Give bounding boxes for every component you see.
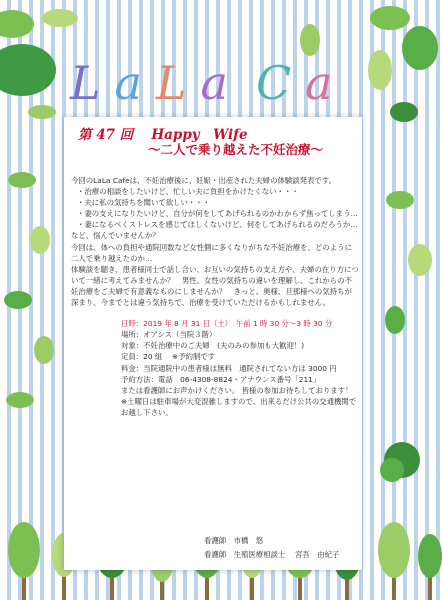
clover-icon xyxy=(380,458,404,482)
leaf-icon xyxy=(390,102,418,122)
tree-icon xyxy=(8,522,40,578)
bullet-item: ・治療の相談をしたいけど、忙しい夫に負担をかけたくない・・・ xyxy=(77,187,299,197)
leaf-icon xyxy=(385,306,405,334)
leaf-icon xyxy=(34,336,54,364)
bullet-item: ・妻になるべくストレスを感じてほしくないけど、何をしてあげられるのだろうか… xyxy=(77,220,358,230)
leaf-icon xyxy=(42,9,78,27)
intro-text: 今回のLaLa Cafeは、不妊治療後に、妊娠・出産された夫婦の体験談発表です。 xyxy=(71,176,337,185)
leaf-icon xyxy=(6,392,34,408)
leaf-icon xyxy=(408,244,432,276)
paragraph: 体験談を聴き、患者様同士で話し合い、お互いの気持ちの支え方や、夫婦の在り方について一緒に考えてみませんか？ 男性、女性の気持ちの違いを理解し、これからの不妊治療をご夫婦で有意義なものにしませんか？ きっと、奥様、旦那様への気持ちが深まり、今までとは違う気持ちで、治療を受けていただけるかもしれません。 xyxy=(71,264,359,308)
leaf-icon xyxy=(30,226,50,254)
event-place: 場所：オアシス（当院３階） xyxy=(121,330,217,340)
tree-icon xyxy=(418,534,442,578)
event-target: 対象：不妊治療中のご夫婦 (夫のみの参加も大歓迎！) xyxy=(121,341,305,351)
monstera-leaf-icon xyxy=(0,44,56,96)
lala-cafe-logo: LaLa Ca xyxy=(70,56,347,110)
leaf-icon xyxy=(0,10,34,38)
event-fee: 料金：当院通院中の患者様は無料 通院されてない方は 3000 円 xyxy=(121,363,337,373)
paragraph: 今回は、体への負担や通院回数など女性側に多くなりがちな不妊治療を、どのように二人で乗り越えたのか… xyxy=(71,242,352,263)
leaf-icon xyxy=(8,172,36,188)
bullet-item: ・夫に私の気持ちを聞いて欲しい・・・ xyxy=(77,198,211,208)
tree-icon xyxy=(378,522,410,578)
flyer-card xyxy=(64,117,362,570)
bullet-item: ・妻の支えになりたいけど、自分が何をしてあげられるのかわからず焦ってしまう… xyxy=(77,209,358,219)
event-date: 日時：2019 年 8 月 31 日（土） 午前 1 時 30 分～3 時 30 分 xyxy=(121,319,333,329)
leaf-icon xyxy=(4,291,32,309)
event-details xyxy=(71,318,359,418)
event-reservation: 予約方法：電話 06-4308-8824・アナウンス番号「211」 xyxy=(121,374,321,384)
event-title: 第 47 回 Happy Wife xyxy=(78,127,248,143)
signature-2: 看護師 生殖医療相談士 宮吾 由紀子 xyxy=(204,550,340,559)
question-text: など、悩んでいませんか？ xyxy=(71,231,160,241)
leaf-icon xyxy=(368,50,392,90)
leaf-icon xyxy=(386,191,414,209)
flyer-body xyxy=(71,175,359,418)
signature-1: 看護師 市橋 悠 xyxy=(204,536,264,545)
event-capacity: 定員：20 組 ※予約制です xyxy=(121,352,216,362)
leaf-icon xyxy=(28,105,56,119)
event-subtitle: ～二人で乗り越えた不妊治療～ xyxy=(148,142,324,157)
event-contact: または看護師にお声かけください。 皆様の参加お待ちしております！ xyxy=(121,385,353,395)
parking-note: ※土曜日は駐車場が大変混雑しますので、出来るだけ公共の交通機関でお越し下さい。 xyxy=(121,396,357,417)
leaf-icon xyxy=(370,6,410,30)
leaf-icon xyxy=(402,26,438,70)
